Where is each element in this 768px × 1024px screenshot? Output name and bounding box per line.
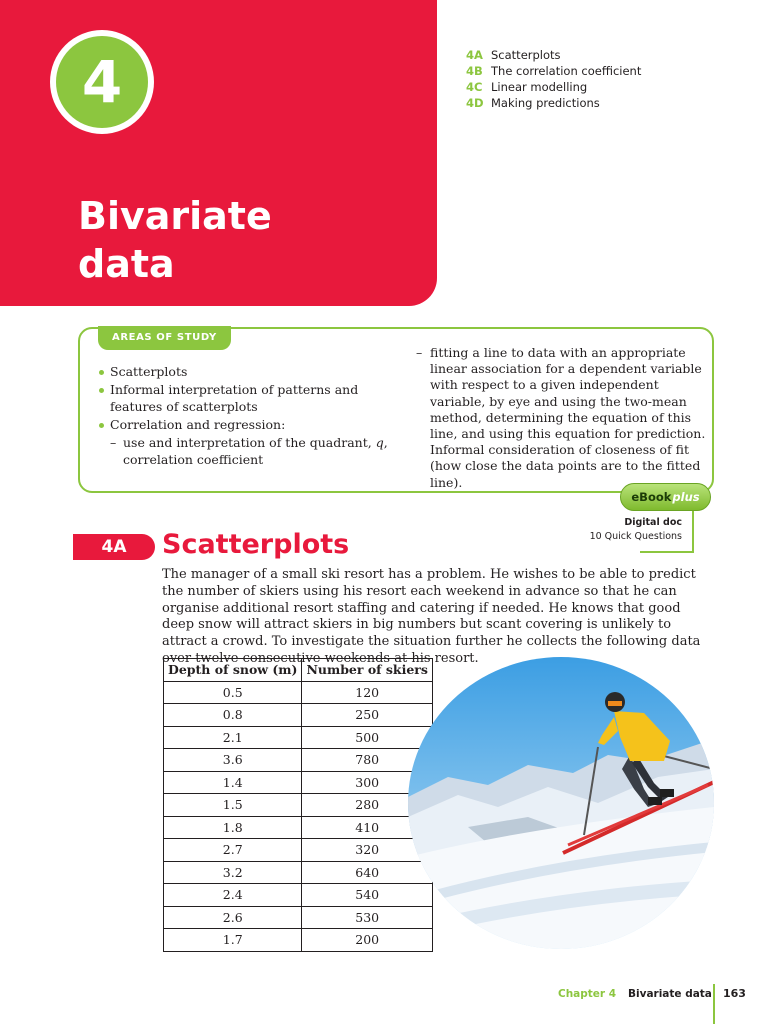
table-row — [164, 749, 433, 772]
chapter-title-line1: Bivariate — [78, 194, 272, 238]
areas-of-study-heading: AREAS OF STUDY — [98, 326, 231, 350]
table-cell: 280 — [302, 794, 432, 817]
table-cell: 1.8 — [164, 816, 302, 839]
contents-item[interactable] — [466, 95, 641, 111]
table-cell: 0.5 — [164, 681, 302, 704]
table-cell: 780 — [302, 749, 432, 772]
study-right-column — [415, 345, 707, 491]
table-row — [164, 906, 433, 929]
chapter-contents — [466, 47, 641, 111]
table-row — [164, 681, 433, 704]
table-row — [164, 794, 433, 817]
sub-item-variable: q — [375, 435, 384, 450]
intro-paragraph: The manager of a small ski resort has a problem. He wishes to be able to predict the number of skiers using his resort each weekend in advance so that he can organise additional resort staffing and catering if needed. He knows that good deep snow will attract skiers in big numbers but scant covering is unlikely to attract a crowd. To investigate the situation further he collects the following data over twelve consecutive weekends at his resort. — [162, 567, 701, 666]
table-cell: 0.8 — [164, 704, 302, 727]
chapter-title-line2: data — [78, 242, 175, 286]
footer-chapter: Chapter 4 — [558, 988, 617, 1000]
chapter-header — [0, 0, 437, 306]
column-header: Number of skiers — [302, 659, 432, 682]
contents-item[interactable] — [466, 79, 641, 95]
snow-skiers-table — [163, 658, 433, 952]
digital-doc-title: Digital doc — [624, 517, 682, 528]
table-row — [164, 861, 433, 884]
table-row — [164, 884, 433, 907]
sub-item-text: fitting a line to data with an appropriate linear association for a dependent variable with respect to a given independent variable, by eye and using the two-mean method, determining the equation of this line, and using this equation for prediction. Informal consideration of closeness of fit (how close the data points are to the fitted line). — [430, 345, 706, 490]
table-cell: 1.4 — [164, 771, 302, 794]
skier-photo — [408, 657, 714, 949]
ebook-connector — [692, 511, 694, 553]
areas-of-study-box — [78, 327, 714, 493]
page-number: 163 — [723, 987, 746, 1000]
table-row — [164, 929, 433, 952]
ebook-plus: plus — [672, 490, 700, 504]
table-row — [164, 704, 433, 727]
section-code: 4A — [73, 534, 155, 560]
study-sub-item — [98, 434, 388, 468]
contents-label: Scatterplots — [491, 48, 561, 62]
chapter-number: 4 — [56, 36, 148, 128]
table-header-row — [164, 659, 433, 682]
table-row — [164, 816, 433, 839]
table-cell: 540 — [302, 884, 432, 907]
contents-item[interactable] — [466, 47, 641, 63]
table-cell: 410 — [302, 816, 432, 839]
table-cell: 2.7 — [164, 839, 302, 862]
contents-code: 4A — [466, 48, 483, 62]
contents-label: The correlation coefficient — [491, 64, 642, 78]
dash-marker: – — [416, 345, 423, 360]
contents-code: 4D — [466, 96, 484, 110]
sub-item-text: use and interpretation of the quadrant, — [123, 435, 372, 450]
contents-code: 4C — [466, 80, 483, 94]
sub-item-suffix: , correlation coefficient — [123, 435, 388, 467]
table-cell: 320 — [302, 839, 432, 862]
table-row — [164, 726, 433, 749]
table-cell: 1.5 — [164, 794, 302, 817]
digital-doc-link[interactable] — [540, 516, 682, 544]
table-cell: 2.6 — [164, 906, 302, 929]
table-cell: 2.4 — [164, 884, 302, 907]
table-cell: 1.7 — [164, 929, 302, 952]
column-header: Depth of snow (m) — [164, 659, 302, 682]
table-row — [164, 839, 433, 862]
table-cell: 200 — [302, 929, 432, 952]
footer-title: Bivariate data — [628, 988, 712, 1000]
table-cell: 2.1 — [164, 726, 302, 749]
study-bullet: Correlation and regression: — [98, 416, 388, 433]
table-cell: 300 — [302, 771, 432, 794]
section-title: Scatterplots — [162, 529, 350, 560]
ebook-brand: eBook — [631, 490, 672, 504]
digital-doc-label: 10 Quick Questions — [589, 531, 682, 542]
table-cell: 250 — [302, 704, 432, 727]
study-sub-item — [415, 345, 707, 491]
study-bullet: Informal interpretation of patterns and features of scatterplots — [98, 381, 388, 415]
table-row — [164, 771, 433, 794]
dash-marker: – — [110, 435, 117, 450]
ebook-connector-foot — [640, 551, 694, 553]
contents-code: 4B — [466, 64, 483, 78]
contents-label: Linear modelling — [491, 80, 588, 94]
table-cell: 640 — [302, 861, 432, 884]
table-cell: 530 — [302, 906, 432, 929]
table-cell: 120 — [302, 681, 432, 704]
footer-divider — [713, 984, 715, 1024]
table-cell: 3.2 — [164, 861, 302, 884]
contents-item[interactable] — [466, 63, 641, 79]
ebook-plus-badge[interactable] — [620, 483, 711, 511]
table-cell: 3.6 — [164, 749, 302, 772]
study-left-column — [98, 363, 388, 468]
chapter-title — [78, 192, 418, 288]
chapter-number-badge — [50, 30, 154, 134]
study-bullet: Scatterplots — [98, 363, 388, 380]
contents-label: Making predictions — [491, 96, 600, 110]
table-cell: 500 — [302, 726, 432, 749]
page-footer — [0, 984, 768, 1024]
